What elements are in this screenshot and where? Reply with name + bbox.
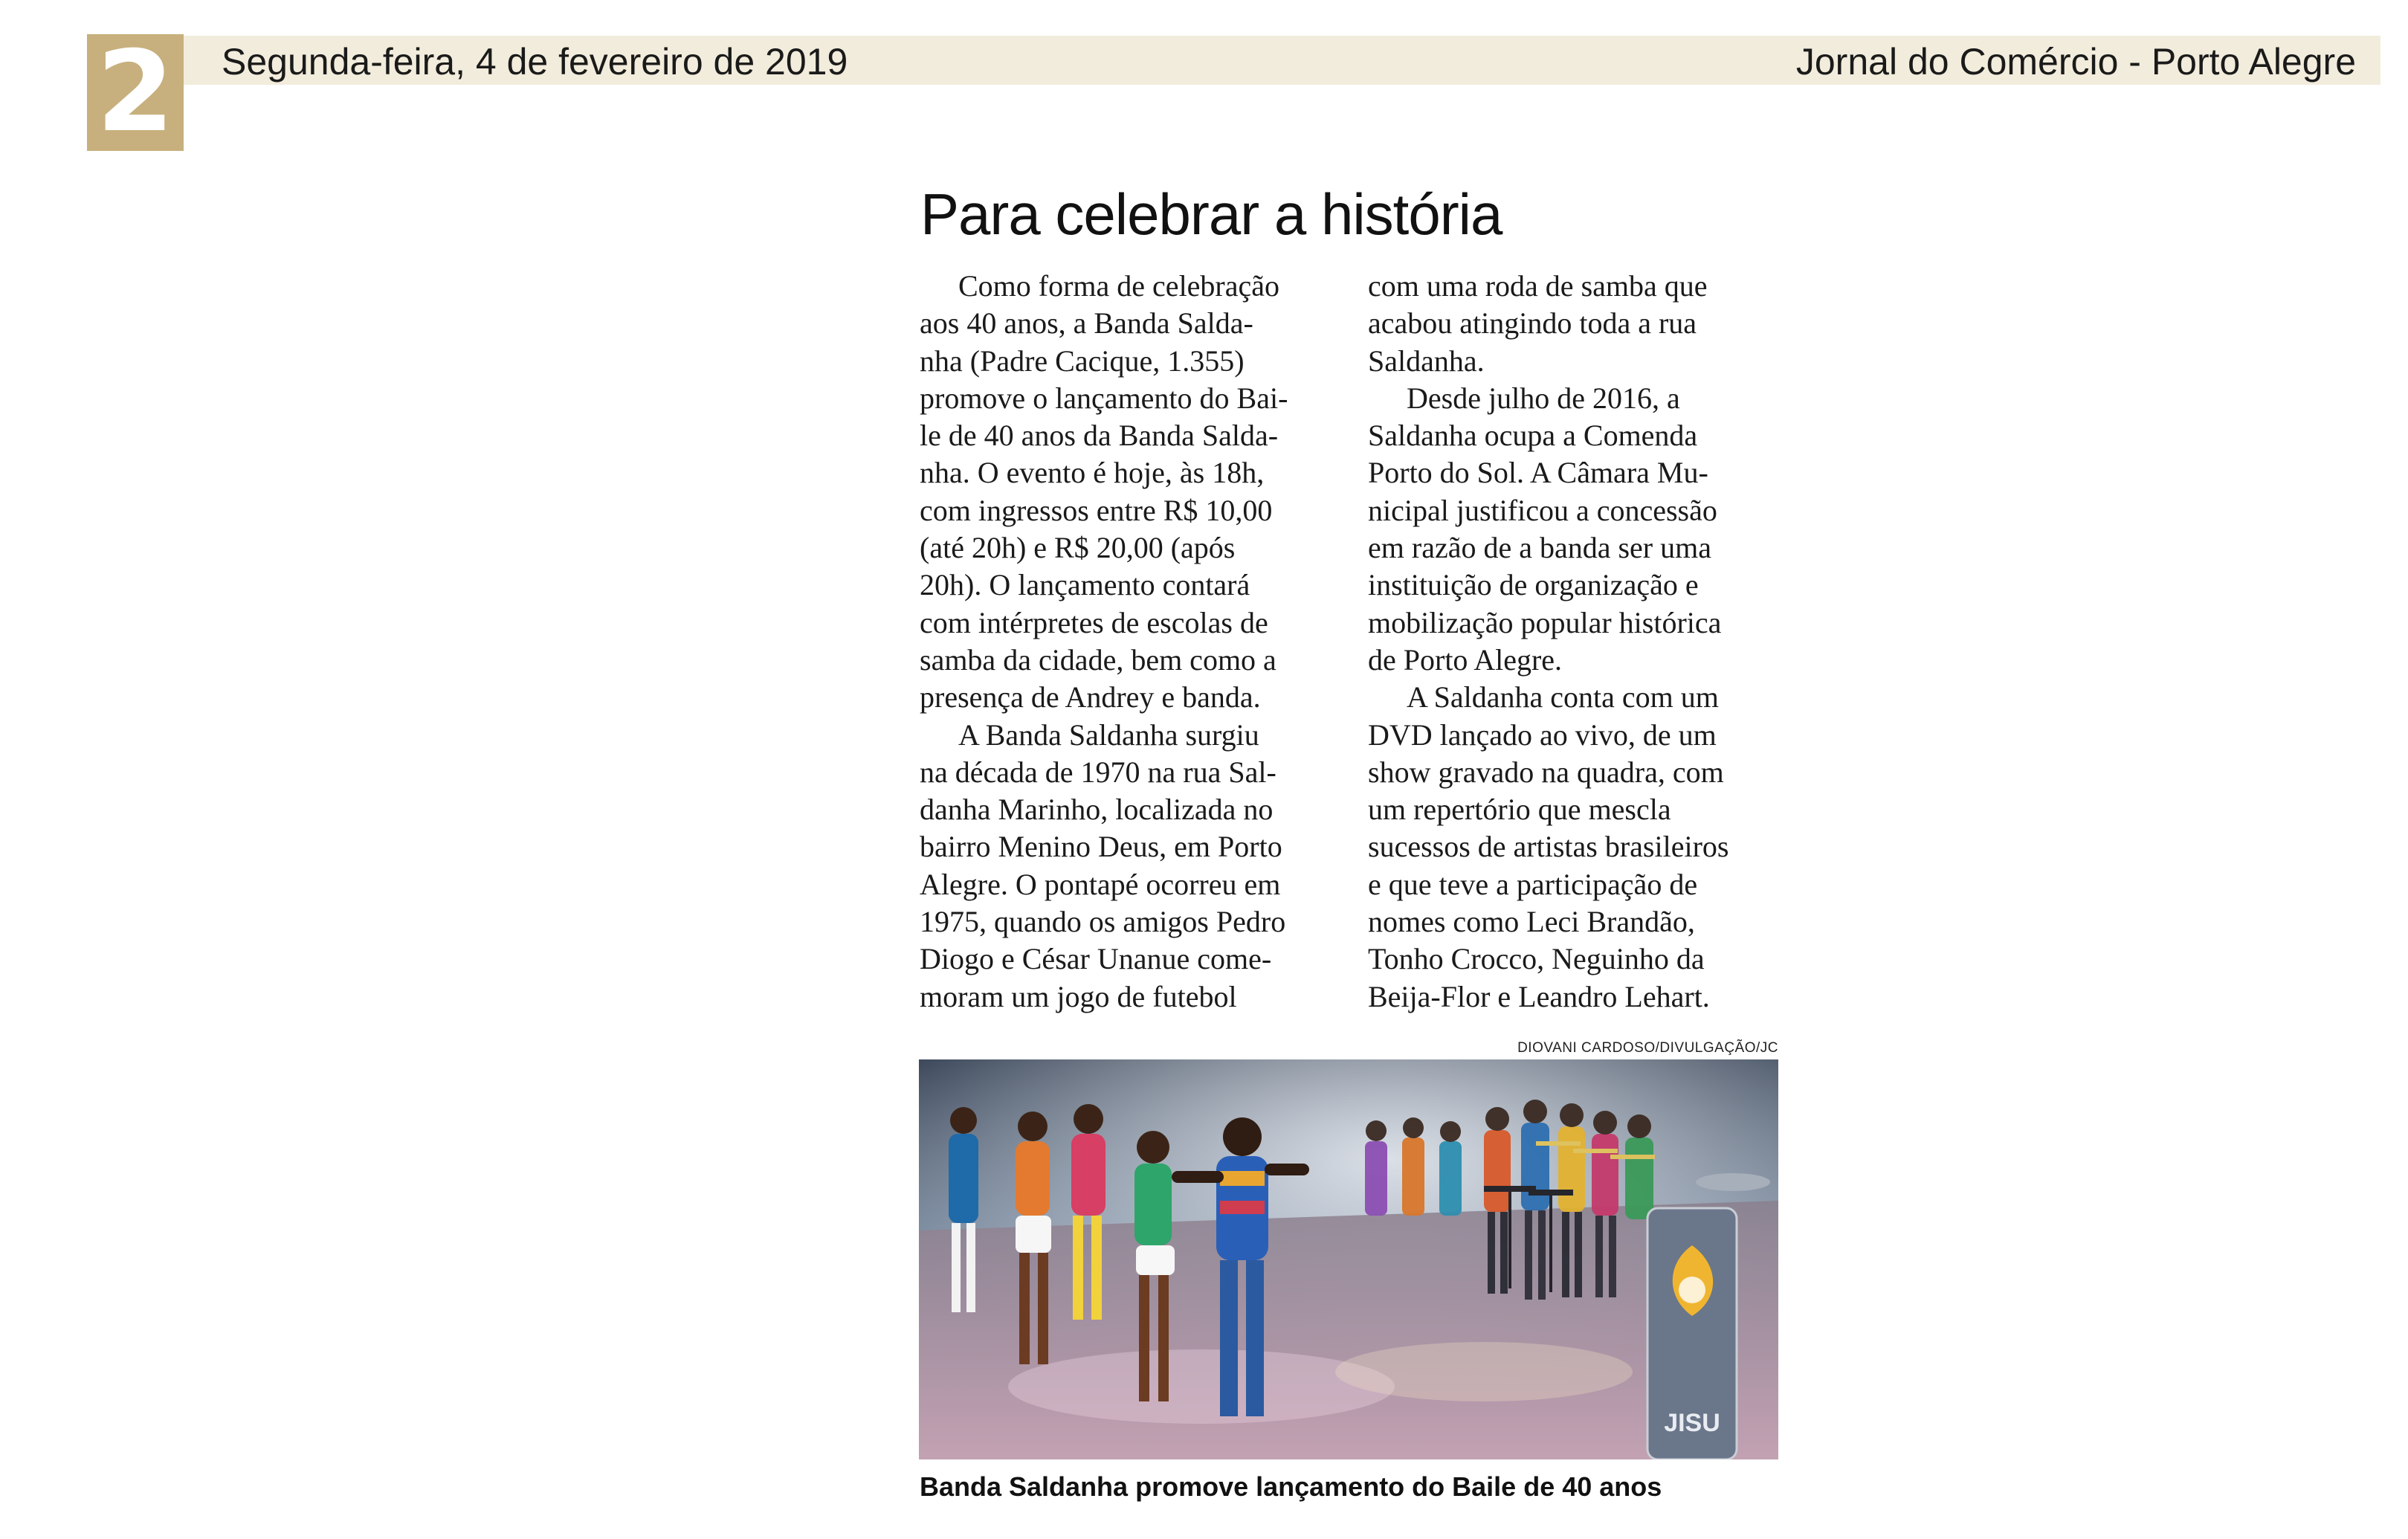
text-line: promove o lançamento do Bai- [920,381,1288,415]
text-line: samba da cidade, bem como a [920,642,1276,677]
text-line: bairro Menino Deus, em Porto [920,830,1282,864]
text-line: (até 20h) e R$ 20,00 (após [920,531,1236,565]
text-line: A Banda Saldanha surgiu [958,717,1259,752]
text-line: Saldanha ocupa a Comenda [1368,419,1698,453]
text-line: Tonho Crocco, Neguinho da [1368,942,1705,976]
text-line: presença de Andrey e banda. [920,680,1261,714]
article-column-left [920,268,1336,1016]
text-line: com ingressos entre R$ 10,00 [920,493,1273,527]
text-line: com uma roda de samba que [1368,269,1708,303]
header-date: Segunda-feira, 4 de fevereiro de 2019 [222,41,848,83]
text-line: Desde julho de 2016, a [1407,381,1680,415]
text-line: na década de 1970 na rua Sal- [920,755,1276,789]
text-line: mobilização popular histórica [1368,605,1722,639]
text-line: show gravado na quadra, com [1368,755,1724,789]
text-line: com intérpretes de escolas de [920,605,1268,639]
page-number: 2 [87,34,184,151]
article-headline: Para celebrar a história [920,181,1502,247]
text-line: moram um jogo de futebol [920,979,1237,1013]
text-line: Como forma de celebração [958,269,1280,303]
text-line: sucessos de artistas brasileiros [1368,830,1729,864]
photo-caption: Banda Saldanha promove lançamento do Baile de 40 anos [920,1471,1662,1502]
text-line: danha Marinho, localizada no [920,793,1274,827]
text-line: aos 40 anos, a Banda Salda- [920,306,1253,341]
text-line: um repertório que mescla [1368,793,1671,827]
photo-credit: DIOVANI CARDOSO/DIVULGAÇÃO/JC [1517,1040,1778,1056]
text-line: DVD lançado ao vivo, de um [1368,717,1717,752]
article-photo [919,1059,1778,1459]
text-line: Alegre. O pontapé ocorreu em [920,867,1281,901]
text-line: Porto do Sol. A Câmara Mu- [1368,456,1708,490]
text-line: nomes como Leci Brandão, [1368,905,1695,939]
text-line: acabou atingindo toda a rua [1368,306,1697,341]
text-line: em razão de a banda ser uma [1368,531,1711,565]
newspaper-name: Jornal do Comércio - Porto Alegre [1795,41,2356,83]
text-line: instituição de organização e [1368,568,1699,602]
text-line: de Porto Alegre. [1368,642,1563,677]
text-line: le de 40 anos da Banda Salda- [920,419,1279,453]
text-line: e que teve a participação de [1368,867,1698,901]
text-line: A Saldanha conta com um [1407,680,1719,714]
text-line: Saldanha. [1368,343,1485,378]
article-column-right [1368,268,1784,1016]
text-line: nicipal justificou a concessão [1368,493,1717,527]
text-line: Diogo e César Unanue come- [920,942,1272,976]
text-line: nha (Padre Cacique, 1.355) [920,343,1245,378]
text-line: 20h). O lançamento contará [920,568,1250,602]
text-line: Beija-Flor e Leandro Lehart. [1368,979,1710,1013]
text-line: 1975, quando os amigos Pedro [920,905,1286,939]
text-line: nha. O evento é hoje, às 18h, [920,456,1265,490]
stage-sign-text: JISU [1664,1409,1720,1437]
